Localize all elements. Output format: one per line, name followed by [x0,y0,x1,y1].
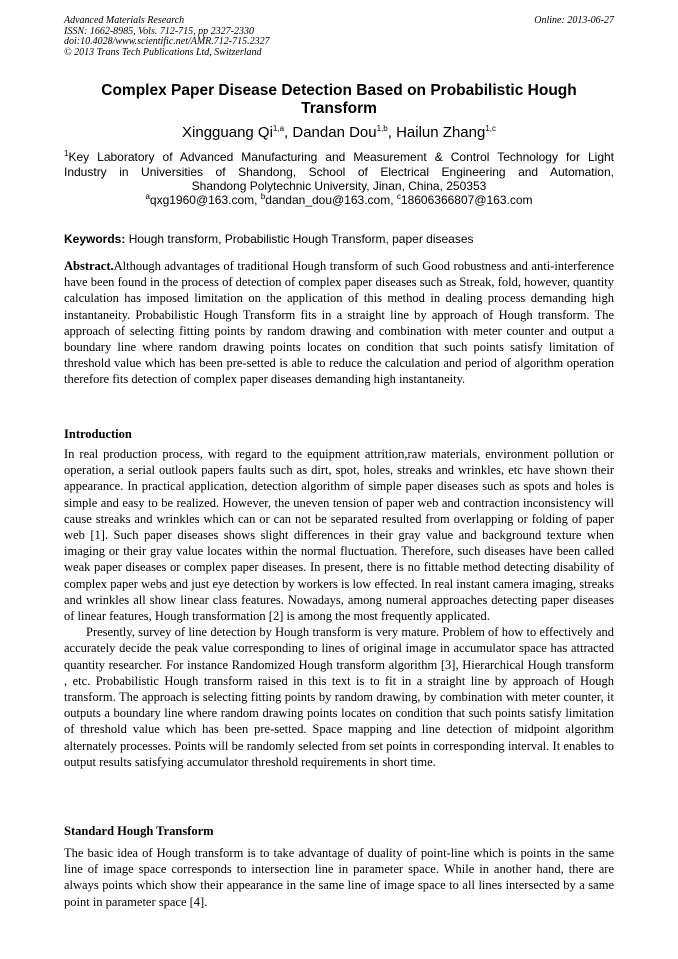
email-superscript: c [396,192,401,201]
author-list [64,124,614,142]
introduction-body [64,446,614,770]
paragraph: Presently, survey of line detection by Hough transform is very mature. Problem of how to effectively and accurately decide the peak value corresponding to lines of original image in accumulator space has attracted quantity researcher. For instance Randomized Hough transform algorithm [3], Hierarchical Hough transform , etc. Probabilistic Hough transform raised in this text is to fit in a straight line by approach of Hough transform. The approach is selecting fitting points by random drawing, by combination with meter counter, it outputs a boundary line where random drawing points locates on condition that such points satisfy limitation of threshold value which has been pre-setted. Space mapping and line detection of midpoint algorithm alternately processes. Points will be randomly selected from set points in corresponding interval. It enables to output results satisfying accumulator threshold requirements in short time. [64,625,614,769]
journal-name: Advanced Materials Research [64,15,185,26]
author-superscript: 1,a [272,124,285,133]
email-link[interactable]: dandan_dou@163.com, [265,193,397,207]
keywords [64,232,614,246]
author-name: Xingguang Qi [182,124,273,141]
standard-hough-body [64,845,614,910]
paragraph: The basic idea of Hough transform is to take advantage of duality of point-line which is points in the same line of image space corresponds to intersection line in parameter space. While in another hand, there are always points which show their appearance in the same line of image space to all lines intersected by a same point in parameter space [4]. [64,846,614,909]
affiliation-line: Shandong Polytechnic University, Jinan, China, 250353 [191,179,487,193]
affiliation [64,150,614,194]
author-name: , Dandan Dou [284,124,377,141]
email-list [64,193,614,208]
issn-line: ISSN: 1662-8985, Vols. 712-715, pp 2327-2330 [64,25,254,37]
email-link[interactable]: 18606366807@163.com [400,193,533,207]
affiliation-text: Key Laboratory of Advanced Manufacturing and Measurement & Control Technology for Light [68,150,614,164]
doi-line: doi:10.4028/www.scientific.net/AMR.712-715.2327 [64,36,270,47]
copyright-line: © 2013 Trans Tech Publications Ltd, Switzerland [64,46,262,58]
affiliation-superscript: 1 [64,149,69,158]
section-heading-standard-hough: Standard Hough Transform [64,824,214,838]
email-link[interactable]: qxg1960@163.com, [149,193,261,207]
affiliation-line [64,150,614,165]
abstract [64,258,614,388]
author-superscript: 1,b [376,124,388,133]
email-superscript: b [260,192,266,201]
paragraph: In real production process, with regard to the equipment attrition,raw materials, environment pollution or operation, a serial outlook papers faults such as dirt, spot, holes, streaks and wrinkles, etc have shown their appearance. In practical application, detection algorithm of simple paper diseases such as spots and holes is simple and easy to be realized. However, the uneven tension of paper web and contraction inconsistency will cause streaks and wrinkles which can or can not be separated resulted from overlapping or folding of paper web [1]. Such paper diseases shows slight differences in their gray value and background texture when imaging or their gray value locates within the normal fluctuation. Therefore, such diseases have been called weak paper diseases or complex paper diseases. In present, there is no fittable method detecting disability of complex paper webs and just eye detection by workers is low effected. In real instant camera imaging, streaks and wrinkles all show linear class features. Nowadays, among numeral approaches detecting paper diseases of linear features, Hough transformation [2] is among the most frequently applicated. [64,447,614,624]
keywords-label: Keywords: [64,232,126,246]
paper-title: Complex Paper Disease Detection Based on Probabilistic Hough Transform [101,82,577,117]
author-superscript: 1,c [485,124,496,133]
section-heading-introduction: Introduction [64,427,132,441]
keywords-text: Hough transform, Probabilistic Hough Transform, paper diseases [125,232,474,246]
affiliation-line: Industry in Universities of Shandong, School of Electrical Engineering and Automation, [64,164,614,179]
email-superscript: a [145,192,150,201]
online-date: Online: 2013-06-27 [534,15,614,26]
abstract-text: Although advantages of traditional Hough transform of such Good robustness and anti-interference have been found in the process of detection of complex paper diseases such as Streak, fold, however, quantity calculation has imposed limitation on the application of this method in dealing process demanding high instantaneity. Probabilistic Hough Transform fits in a straight line by approach of Hough transform. The approach of selecting fitting points by random drawing and combination with meter counter and output a boundary line where random drawing points locates on condition that such points satisfy limitation of threshold value which has been pre-setted is able to reduce the calculation and period of algorithm operation therefore fits detection of complex paper diseases demanding high instantaneity. [64,259,614,387]
journal-header [64,16,270,58]
abstract-label: Abstract. [64,259,114,273]
abstract-paragraph [64,258,614,388]
author-name: , Hailun Zhang [387,124,486,141]
